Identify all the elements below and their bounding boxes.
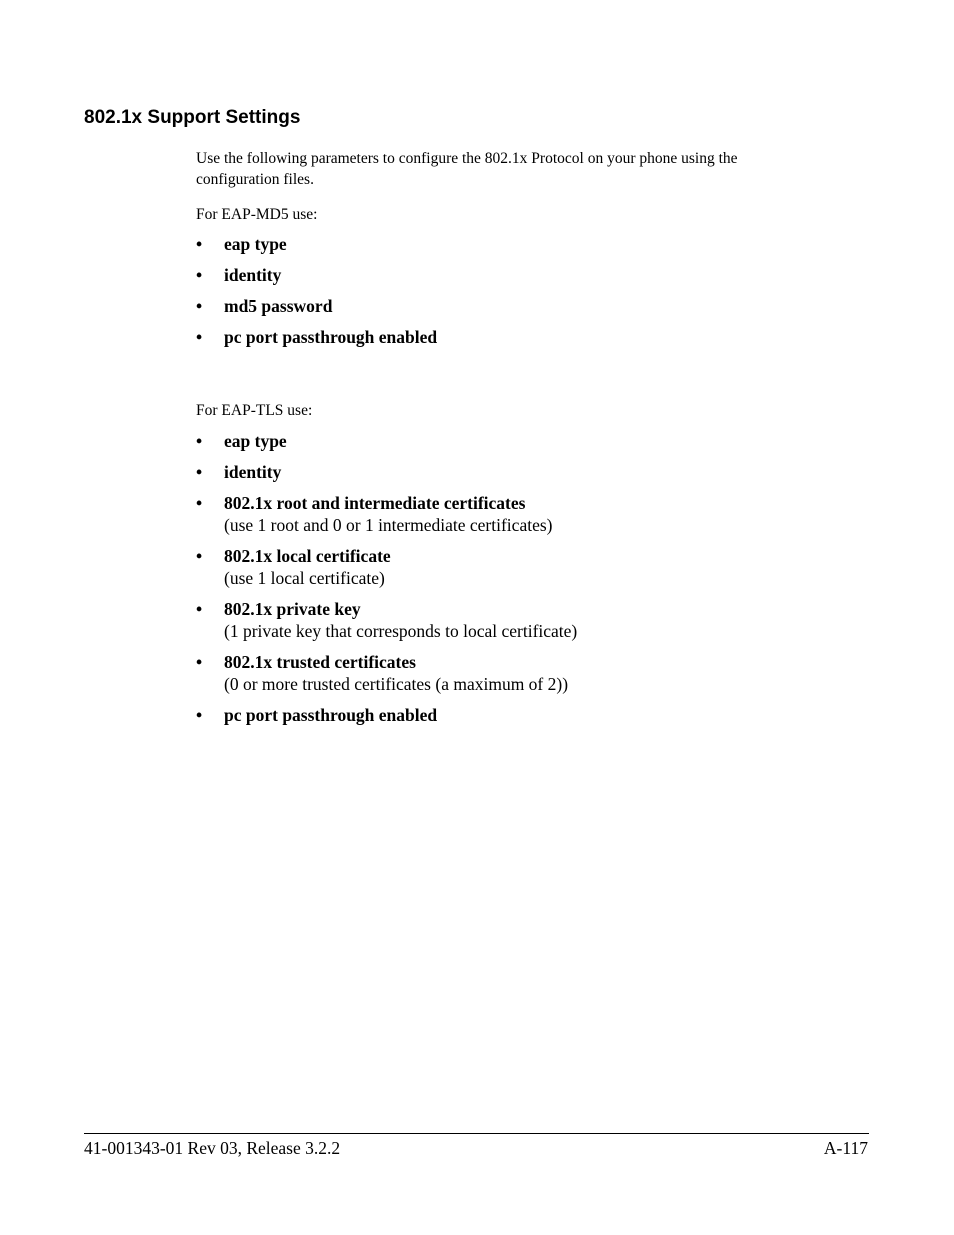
list-item [196, 461, 577, 483]
bullet-icon: • [196, 296, 203, 316]
list-item [196, 430, 577, 452]
eap-tls-label: For EAP-TLS use: [196, 402, 313, 419]
bullet-icon: • [196, 599, 203, 619]
parameter-note: (0 or more trusted certificates (a maximum of 2)) [224, 674, 569, 694]
intro-paragraph [196, 148, 738, 190]
parameter-name: 802.1x trusted certificates [224, 652, 416, 672]
list-item [196, 295, 437, 317]
parameter-name: pc port passthrough enabled [224, 327, 438, 347]
list-item [196, 598, 577, 642]
bullet-icon: • [196, 234, 203, 254]
parameter-note: (use 1 root and 0 or 1 intermediate certificates) [224, 515, 553, 535]
list-item [196, 233, 437, 255]
parameter-name: identity [224, 265, 282, 285]
bullet-icon: • [196, 493, 203, 513]
list-item [196, 264, 437, 286]
intro-line-2: configuration files. [196, 171, 314, 188]
list-item [196, 651, 577, 695]
footer-document-reference: 41-001343-01 Rev 03, Release 3.2.2 [84, 1138, 341, 1158]
parameter-name: 802.1x root and intermediate certificates [224, 493, 526, 513]
bullet-icon: • [196, 431, 203, 451]
bullet-icon: • [196, 546, 203, 566]
parameter-note: (1 private key that corresponds to local certificate) [224, 621, 578, 641]
bullet-icon: • [196, 265, 203, 285]
parameter-note: (use 1 local certificate) [224, 568, 385, 588]
list-item [196, 704, 577, 726]
parameter-name: identity [224, 462, 282, 482]
parameter-name: pc port passthrough enabled [224, 705, 438, 725]
list-item [196, 545, 577, 589]
parameter-name: eap type [224, 234, 287, 254]
parameter-name: eap type [224, 431, 287, 451]
section-title: 802.1x Support Settings [84, 107, 301, 128]
bullet-icon: • [196, 327, 203, 347]
parameter-name: md5 password [224, 296, 333, 316]
footer-divider [84, 1133, 869, 1134]
footer-page-number: A-117 [823, 1138, 868, 1158]
eap-md5-label: For EAP-MD5 use: [196, 206, 318, 223]
intro-line-1: Use the following parameters to configure the 802.1x Protocol on your phone using the [196, 150, 738, 167]
list-item [196, 492, 577, 536]
bullet-icon: • [196, 462, 203, 482]
bullet-icon: • [196, 652, 203, 672]
list-item [196, 326, 437, 348]
eap-tls-parameter-list [196, 430, 577, 735]
bullet-icon: • [196, 705, 203, 725]
parameter-name: 802.1x private key [224, 599, 361, 619]
eap-md5-parameter-list [196, 233, 437, 357]
parameter-name: 802.1x local certificate [224, 546, 391, 566]
